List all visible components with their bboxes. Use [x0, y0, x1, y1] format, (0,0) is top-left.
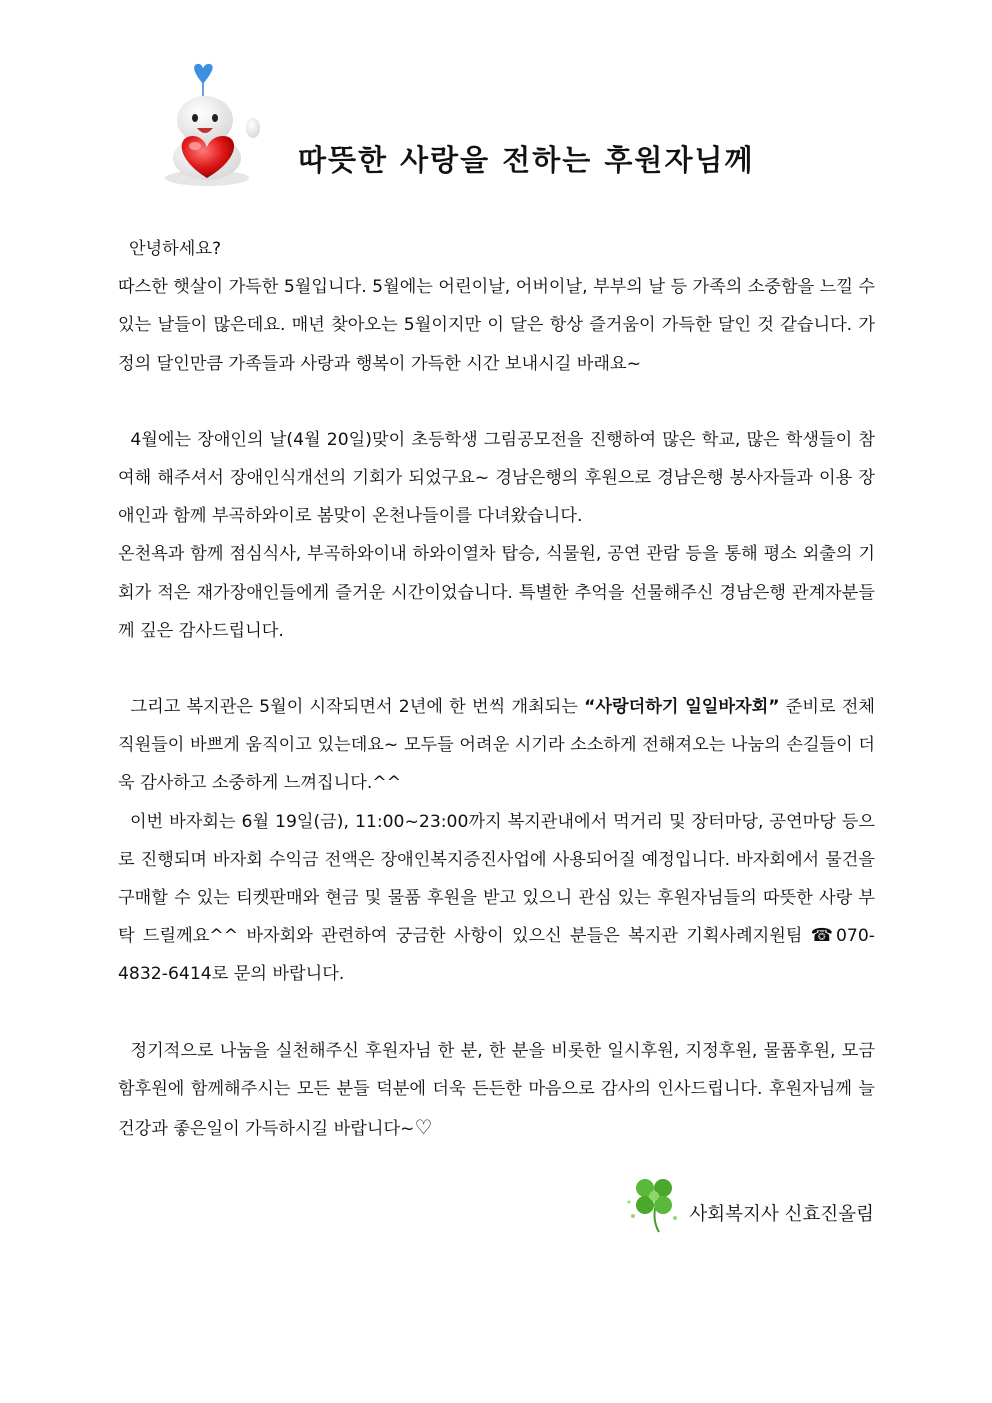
greeting: 안녕하세요?	[128, 239, 222, 259]
signature-text: 사회복지사 신효진올림	[689, 1204, 874, 1225]
letter-body	[118, 230, 875, 1148]
paragraph-bazaar-details: 이번 바자회는 6월 19일(금), 11:00~23:00까지 복지관내에서 먹거리 및 장터마당, 공연마당 등으로 진행되며 바자회 수익금 전액은 장애인복지증진사업에 사용되어질 예정입니다. 바자회에서 물건을 구매할 수 있는 티켓판매와 현금 및 물품 후원을 받고 있으니 관심 있는 후원자님들의 따뜻한 사랑 부탁 드릴께요^^ 바자회와 관련하여 궁금한 사항이 있으신 분들은 복지관 기획사례지원팀 ☎070-4832-6414로 문의 바랍니다.	[118, 811, 875, 985]
signature	[623, 1172, 874, 1234]
phone-icon: ☎	[810, 925, 836, 947]
phone-number: 070-4832-6414	[118, 926, 875, 985]
clover-icon	[623, 1172, 685, 1234]
heart-icon: ♡	[414, 1115, 433, 1140]
paragraph-bazaar-intro: 그리고 복지관은 5월이 시작되면서 2년에 한 번씩 개최되는 “사랑더하기 일일바자회” 준비로 전체 직원들이 바쁘게 움직이고 있는데요~ 모두들 어려운 시기라 소소하게 전해져오는 나눔의 손길들이 더욱 감사하고 소중하게 느껴집니다.^^	[118, 697, 876, 794]
page-title: 따뜻한 사랑을 전하는 후원자님께	[298, 143, 755, 177]
heart-mascot-icon	[155, 58, 265, 188]
paragraph-thanks: 정기적으로 나눔을 실천해주신 후원자님 한 분, 한 분을 비롯한 일시후원, 지정후원, 물품후원, 모금함후원에 함께해주시는 모든 분들 덕분에 더욱 든든한 마음으로 감사의 인사드립니다. 후원자님께 늘 건강과 좋은일이 가득하시길 바랍니다~♡	[118, 1040, 875, 1140]
paragraph-april: 4월에는 장애인의 날(4월 20일)맞이 초등학생 그림공모전을 진행하여 많은 학교, 많은 학생들이 참여해 해주셔서 장애인식개선의 기회가 되었구요~ 경남은행의 후원으로 경남은행 봉사자들과 이용 장애인과 함께 부곡하와이로 봄맞이 온천나들이를 다녀왔습니다.	[118, 429, 875, 527]
paragraph-hot-spring: 온천욕과 함께 점심식사, 부곡하와이내 하와이열차 탑승, 식물원, 공연 관람 등을 통해 평소 외출의 기회가 적은 재가장애인들에게 즐거운 시간이었습니다. 특별한 추억을 선물해주신 경남은행 관계자분들께 깊은 감사드립니다.	[118, 544, 875, 641]
paragraph-may: 따스한 햇살이 가득한 5월입니다. 5월에는 어린이날, 어버이날, 부부의 날 등 가족의 소중함을 느낄 수 있는 날들이 많은데요. 매년 찾아오는 5월이지만 이 달은 항상 즐거움이 가득한 달인 것 같습니다. 가정의 달인만큼 가족들과 사랑과 행복이 가득한 시간 보내시길 바래요~	[118, 277, 876, 374]
bazaar-name: “사랑더하기 일일바자회”	[584, 697, 780, 718]
